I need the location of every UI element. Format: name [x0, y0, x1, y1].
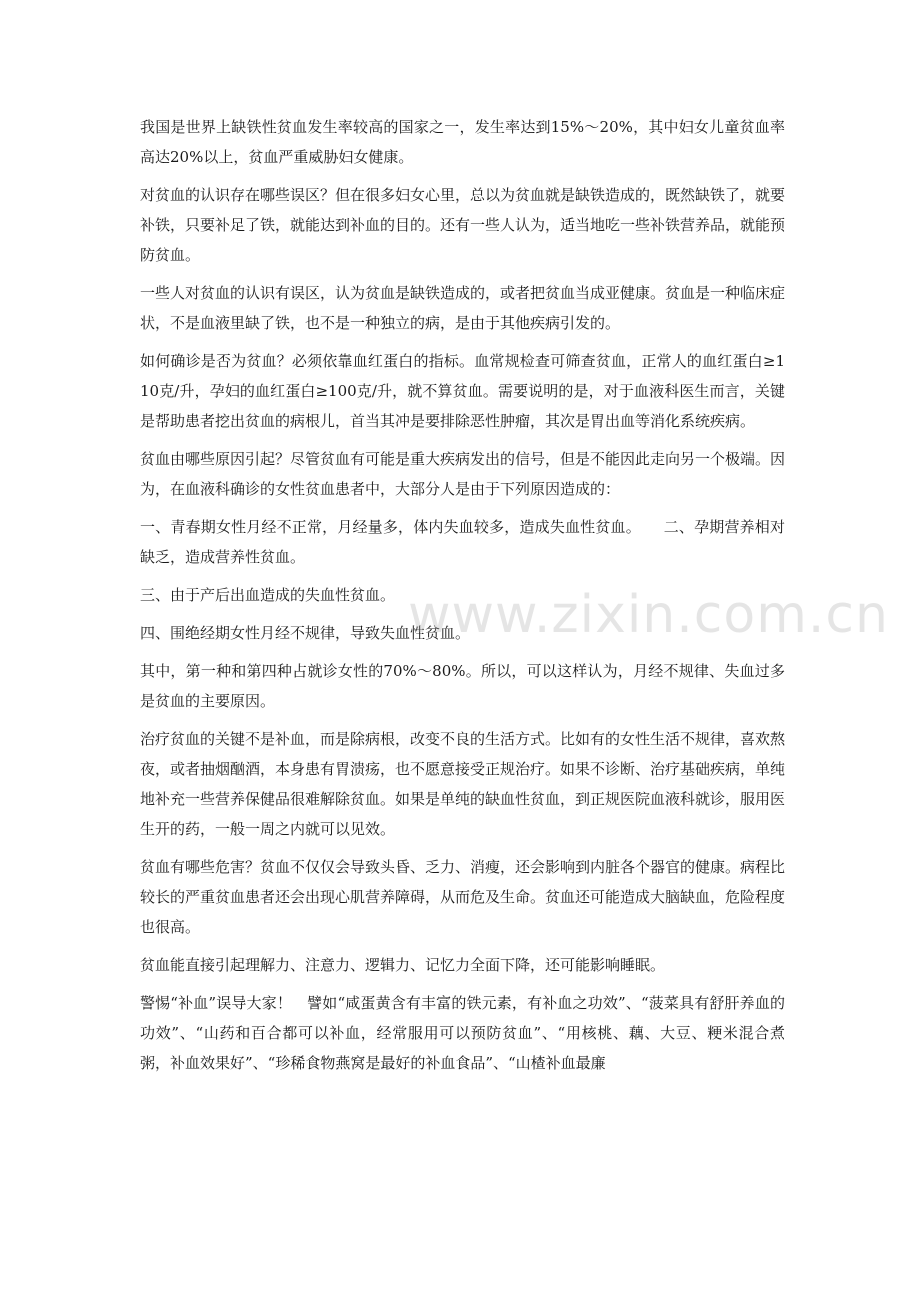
paragraph-cause-one-two: 一、青春期女性月经不正常，月经量多，体内失血较多，造成失血性贫血。 二、孕期营养相对缺乏，造成营养性贫血。	[140, 518, 785, 566]
paragraph-anemia-prevalence: 我国是世界上缺铁性贫血发生率较高的国家之一，发生率达到15%～20%，其中妇女儿童贫血率高达20%以上，贫血严重威胁妇女健康。	[140, 118, 785, 166]
paragraph-misconceptions: 对贫血的认识存在哪些误区？但在很多妇女心里，总以为贫血就是缺铁造成的，既然缺铁了，就要补铁，只要补足了铁，就能达到补血的目的。还有一些人认为，适当地吃一些补铁营养品，就能预防贫血。	[140, 186, 786, 264]
watermark: www.zixin.com.cn	[408, 585, 889, 645]
paragraph-misunderstanding: 一些人对贫血的认识有误区，认为贫血是缺铁造成的，或者把贫血当成亚健康。贫血是一种临床症状，不是血液里缺了铁，也不是一种独立的病，是由于其他疾病引发的。	[140, 284, 786, 332]
paragraph-cause-three: 三、由于产后出血造成的失血性贫血。	[140, 586, 396, 604]
paragraph-main-cause: 其中，第一种和第四种占就诊女性的70%～80%。所以，可以这样认为，月经不规律、失血过多是贫血的主要原因。	[140, 662, 785, 710]
paragraph-harm: 贫血有哪些危害？贫血不仅仅会导致头昏、乏力、消瘦，还会影响到内脏各个器官的健康。病程比较长的严重贫血患者还会出现心肌营养障碍，从而危及生命。贫血还可能造成大脑缺血，危险程度也很高。	[140, 858, 786, 936]
paragraph-causes-intro: 贫血由哪些原因引起？尽管贫血有可能是重大疾病发出的信号，但是不能因此走向另一个极端。因为，在血液科确诊的女性贫血患者中，大部分人是由于下列原因造成的：	[140, 450, 786, 498]
document-page	[140, 112, 785, 1086]
paragraph-diagnosis: 如何确诊是否为贫血？必须依靠血红蛋白的指标。血常规检查可筛查贫血，正常人的血红蛋白≥110克/升，孕妇的血红蛋白≥100克/升，就不算贫血。需要说明的是，对于血液科医生而言，关键是帮助患者挖出贫血的病根儿，首当其冲是要排除恶性肿瘤，其次是胃出血等消化系统疾病。	[140, 352, 785, 430]
paragraph-cognitive-effects: 贫血能直接引起理解力、注意力、逻辑力、记忆力全面下降，还可能影响睡眠。	[140, 956, 666, 974]
paragraph-warning: 警惕“补血”误导大家！ 譬如“咸蛋黄含有丰富的铁元素，有补血之功效”、“菠菜具有舒肝养血的功效”、“山药和百合都可以补血，经常服用可以预防贫血”、“用核桃、藕、大豆、粳米混合煮粥，补血效果好”、“珍稀食物燕窝是最好的补血食品”、“山楂补血最廉	[140, 994, 785, 1072]
paragraph-cause-four: 四、围绝经期女性月经不规律，导致失血性贫血。	[140, 624, 471, 642]
paragraph-treatment: 治疗贫血的关键不是补血，而是除病根，改变不良的生活方式。比如有的女性生活不规律，喜欢熬夜，或者抽烟酗酒，本身患有胃溃疡，也不愿意接受正规治疗。如果不诊断、治疗基础疾病，单纯地补充一些营养保健品很难解除贫血。如果是单纯的缺血性贫血，到正规医院血液科就诊，服用医生开的药，一般一周之内就可以见效。	[140, 730, 786, 838]
